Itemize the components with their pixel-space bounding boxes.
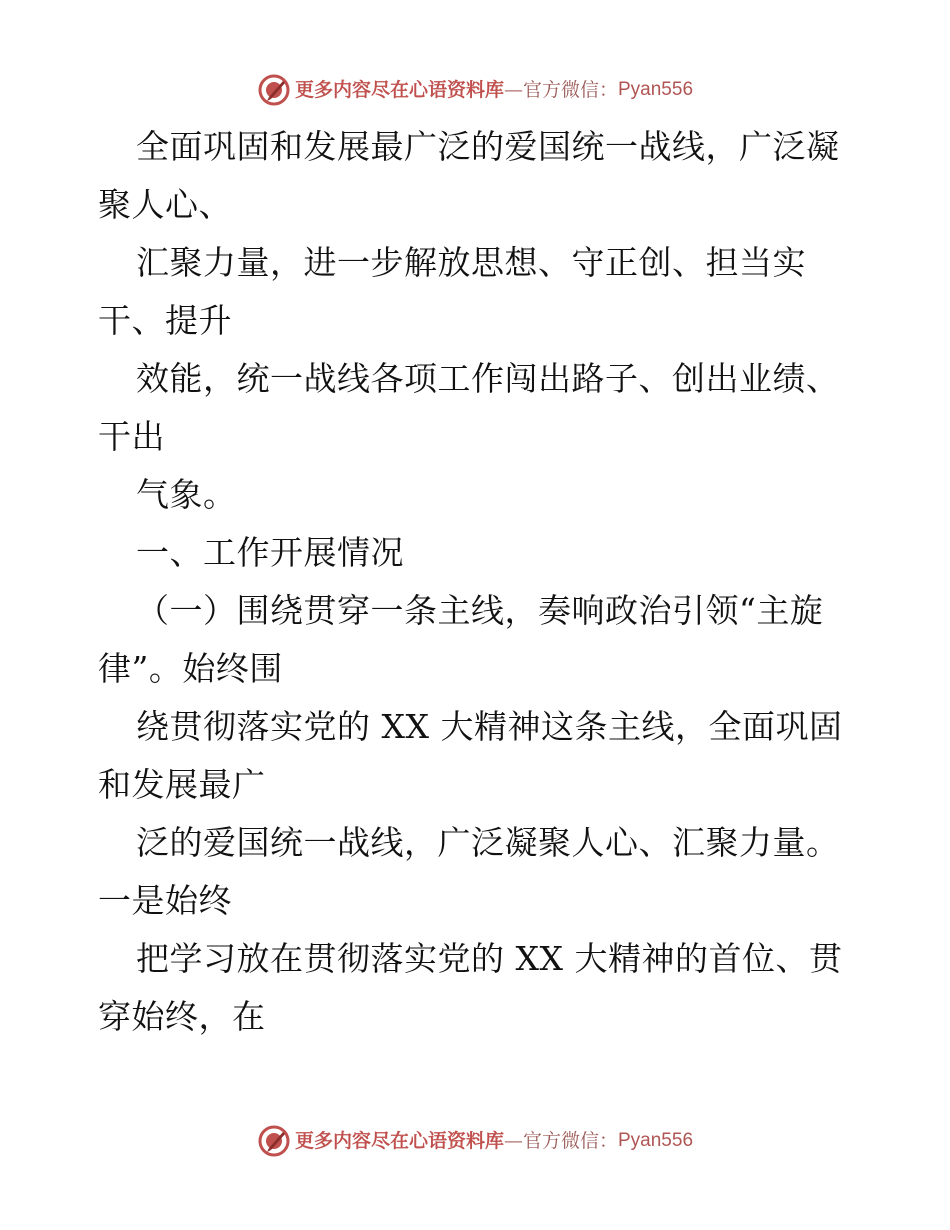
text-line-3: 汇聚力量，进一步解放思想、守正创、担当实 [136,243,806,282]
text-line-10: 律”。始终围 [98,649,283,688]
footer-wechat-id: Pyan556 [618,1130,694,1151]
header-banner [0,70,950,110]
text-line-9: （一）围绕贯穿一条主线，奏响政治引领“主旋 [136,591,824,630]
header-separator: — [503,79,523,101]
red-pen-circle-logo-icon [257,73,291,107]
text-line-16: 穿始终，在 [98,997,266,1036]
section-heading: 一、工作开展情况 [136,533,404,572]
header-text: 更多内容尽在心语资料库 [294,79,504,101]
footer-separator: — [503,1130,523,1152]
text-line-5: 效能，统一战线各项工作闯出路子、创出业绩、 [136,359,840,398]
text-line-4: 干、提升 [98,301,232,340]
footer-wechat-label: 官方微信： [522,1130,618,1152]
header-wechat-id: Pyan556 [618,79,694,100]
text-line-15: 把学习放在贯彻落实党的 XX 大精神的首位、贯 [136,939,843,978]
text-line-7: 气象。 [136,475,237,514]
text-line-11: 绕贯彻落实党的 XX 大精神这条主线，全面巩固 [136,707,843,746]
footer-text: 更多内容尽在心语资料库 [294,1130,504,1152]
text-line-12: 和发展最广 [98,765,266,804]
document-body [98,118,858,1046]
text-line-1: 全面巩固和发展最广泛的爱国统一战线，广泛凝 [136,127,840,166]
text-line-2: 聚人心、 [98,185,232,224]
text-line-14: 一是始终 [98,881,232,920]
footer-banner [0,1121,950,1161]
text-line-6: 干出 [98,417,165,456]
header-wechat-label: 官方微信： [522,79,618,101]
red-pen-circle-logo-icon [257,1124,291,1158]
text-line-13: 泛的爱国统一战线，广泛凝聚人心、汇聚力量。 [136,823,840,862]
